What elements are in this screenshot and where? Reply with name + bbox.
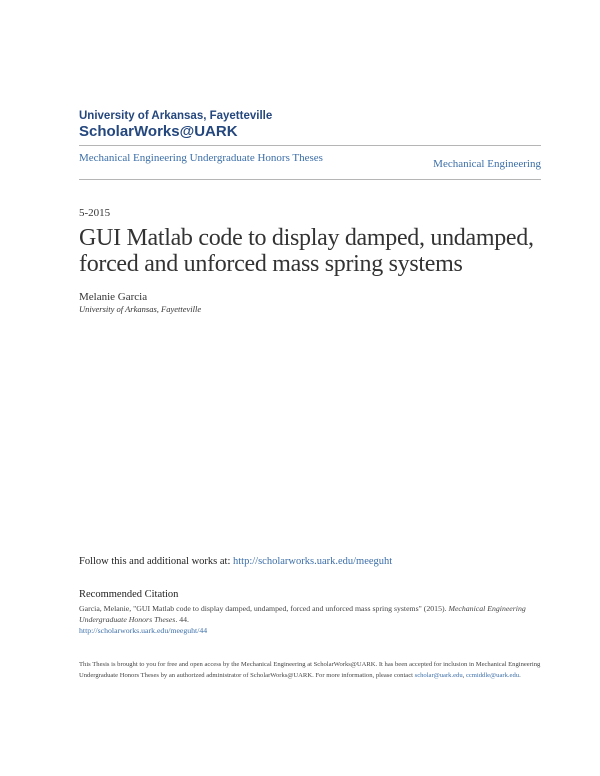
- author-affiliation: University of Arkansas, Fayetteville: [79, 304, 202, 314]
- collection-link-honors-theses[interactable]: Mechanical Engineering Undergraduate Honors Theses: [79, 152, 323, 164]
- repository-name[interactable]: ScholarWorks@UARK: [79, 123, 238, 140]
- contact-email-scholar[interactable]: scholar@uark.edu: [414, 671, 463, 679]
- citation-block: [79, 603, 539, 636]
- citation-text: Garcia, Melanie, "GUI Matlab code to display damped, undamped, forced and unforced mass spring systems" (2015).: [79, 604, 449, 613]
- notice-end: .: [519, 671, 521, 679]
- follow-text: Follow this and additional works at:: [79, 556, 233, 567]
- citation-heading: Recommended Citation: [79, 589, 179, 600]
- follow-link[interactable]: http://scholarworks.uark.edu/meeguht: [233, 556, 393, 567]
- bottom-divider: [79, 179, 541, 180]
- contact-email-ccmiddle[interactable]: ccmiddle@uark.edu: [465, 671, 520, 679]
- citation-link[interactable]: http://scholarworks.uark.edu/meeguht/44: [79, 626, 208, 635]
- author-name: Melanie Garcia: [79, 291, 148, 303]
- collection-link-department[interactable]: Mechanical Engineering: [433, 158, 541, 170]
- citation-series: Mechanical Engineering Undergraduate Honors Theses: [79, 604, 526, 624]
- notice-separator: ,: [462, 671, 466, 679]
- top-divider: [79, 145, 541, 146]
- notice-text: This Thesis is brought to you for free and open access by the Mechanical Engineering at ScholarWorks@UARK. It has been accepted for inclusion in Mechanical Engineering Undergraduate Honors Theses by an authorized administrator of ScholarWorks@UARK. For more information, please contact: [79, 661, 541, 679]
- publication-date: 5-2015: [79, 207, 111, 219]
- university-name: University of Arkansas, Fayetteville: [79, 110, 273, 122]
- follow-line: [79, 556, 392, 567]
- citation-number: . 44.: [175, 615, 189, 624]
- access-notice: [79, 660, 541, 681]
- document-title: GUI Matlab code to display damped, undamped, forced and unforced mass spring systems: [79, 225, 534, 277]
